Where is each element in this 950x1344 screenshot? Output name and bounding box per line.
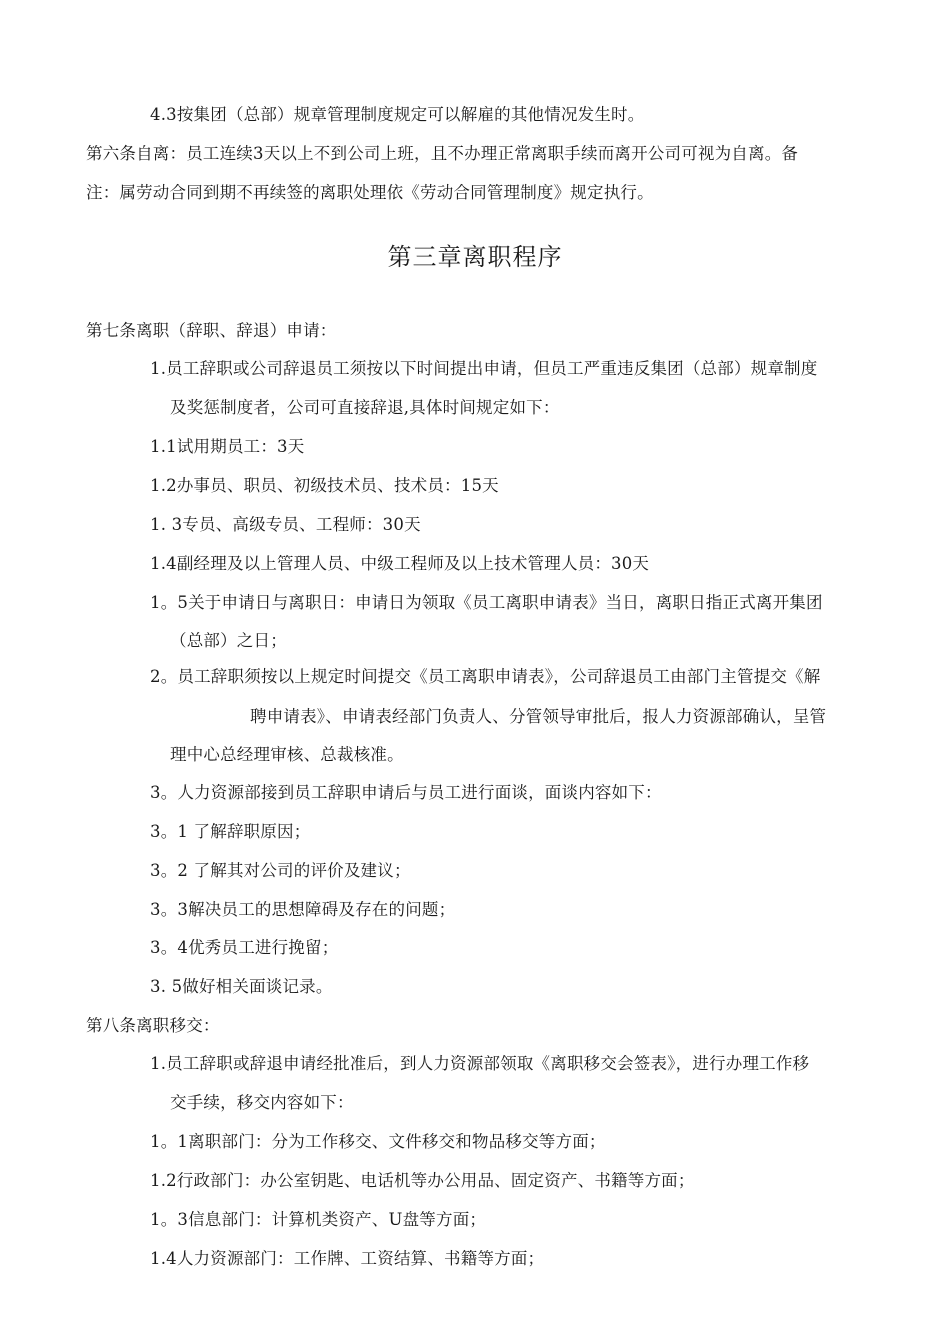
article-7-item-3-5: 3. 5做好相关面谈记录。 — [150, 977, 333, 996]
article-7-item-1-5-line-1: 1。5关于申请日与离职日：申请日为领取《员工离职申请表》当日，离职日指正式离开集团 — [150, 593, 823, 612]
article-7-item-2-line-1: 2。员工辞职须按以上规定时间提交《员工离职申请表》，公司辞退员工由部门主管提交《解 — [150, 667, 821, 686]
article-7-item-3-1: 3。1 了解辞职原因； — [150, 822, 311, 841]
article-7-item-1-3: 1. 3专员、高级专员、工程师：30天 — [150, 515, 421, 534]
article-8-item-1-2: 1.2行政部门：办公室钥匙、电话机等办公用品、固定资产、书籍等方面； — [150, 1171, 695, 1190]
article-7-item-3-3: 3。3解决员工的思想障碍及存在的问题； — [150, 900, 456, 919]
article-7-item-1-line-2: 及奖惩制度者，公司可直接辞退,具体时间规定如下： — [170, 398, 560, 417]
article-7-item-3-2: 3。2 了解其对公司的评价及建议； — [150, 861, 411, 880]
article-7-item-2-line-3: 理中心总经理审核、总裁核准。 — [170, 745, 404, 764]
article-8-item-1-line-1: 1.员工辞职或辞退申请经批准后，到人力资源部领取《离职移交会签表》，进行办理工作移 — [150, 1054, 810, 1073]
clause-4-3: 4.3按集团（总部）规章管理制度规定可以解雇的其他情况发生时。 — [150, 105, 645, 124]
article-7-item-3-4: 3。4优秀员工进行挽留； — [150, 938, 339, 957]
article-6-line-2: 注：属劳动合同到期不再续签的离职处理依《劳动合同管理制度》规定执行。 — [86, 183, 654, 202]
article-7-item-1-line-1: 1.员工辞职或公司辞退员工须按以下时间提出申请，但员工严重违反集团（总部）规章制度 — [150, 359, 818, 378]
article-7-title: 第七条离职（辞职、辞退）申请： — [86, 321, 337, 340]
article-8-item-1-3: 1。3信息部门：计算机类资产、U盘等方面； — [150, 1210, 487, 1229]
article-7-item-3: 3。人力资源部接到员工辞职申请后与员工进行面谈，面谈内容如下： — [150, 783, 662, 802]
article-7-item-1-5-line-2: （总部）之日； — [170, 631, 287, 650]
article-8-title: 第八条离职移交： — [86, 1016, 220, 1035]
chapter-heading: 第三章离职程序 — [387, 243, 563, 271]
article-8-item-1-line-2: 交手续，移交内容如下： — [170, 1093, 354, 1112]
article-7-item-2-line-2: 聘申请表》、申请表经部门负责人、分管领导审批后，报人力资源部确认，呈管 — [250, 707, 827, 726]
article-7-item-1-2: 1.2办事员、职员、初级技术员、技术员：15天 — [150, 476, 499, 495]
article-8-item-1-1: 1。1离职部门：分为工作移交、文件移交和物品移交等方面； — [150, 1132, 606, 1151]
article-8-item-1-4: 1.4人力资源部门：工作牌、工资结算、书籍等方面； — [150, 1249, 545, 1268]
article-6-line-1: 第六条自离：员工连续3天以上不到公司上班，且不办理正常离职手续而离开公司可视为自离。备 — [86, 144, 799, 163]
article-7-item-1-4: 1.4副经理及以上管理人员、中级工程师及以上技术管理人员：30天 — [150, 554, 650, 573]
article-7-item-1-1: 1.1试用期员工：3天 — [150, 437, 305, 456]
